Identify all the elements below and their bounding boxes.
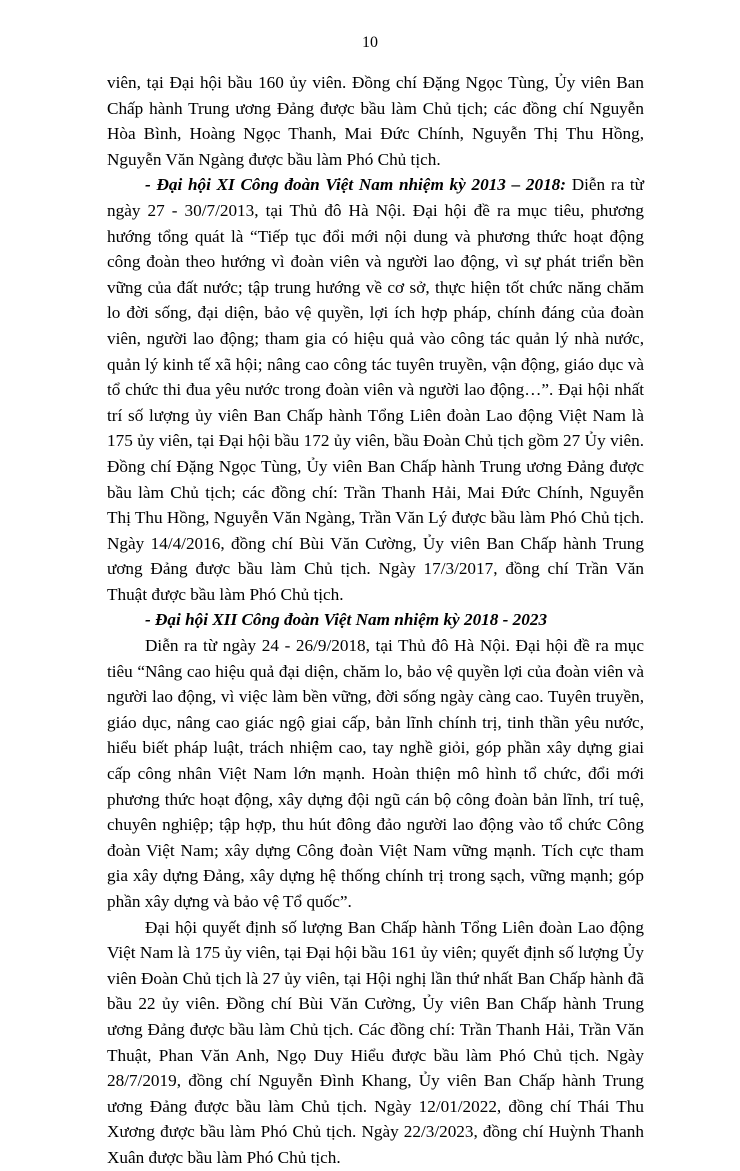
congress-xi-body: Diễn ra từ ngày 27 - 30/7/2013, tại Thủ đô Hà Nội. Đại hội đề ra mục tiêu, phương hướng tổng quát là “Tiếp tục đổi mới nội dung và phương thức hoạt động công đoàn theo hướng vì đoàn viên và người lao động, vì sự phát triển bền vững của đất nước; tập trung hướng về cơ sở, thực hiện tốt chức năng chăm lo đời sống, đại diện, bảo vệ quyền, lợi ích hợp pháp, chính đáng của đoàn viên, người lao động; tham gia có hiệu quả vào công tác quản lý nhà nước, quản lý kinh tế xã hội; nâng cao công tác tuyên truyền, vận động, giáo dục và tổ chức thi đua yêu nước trong đoàn viên và người lao động…”. Đại hội nhất trí số lượng ủy viên Ban Chấp hành Tổng Liên đoàn Lao động Việt Nam là 175 ủy viên, tại Đại hội bầu 172 ủy viên, bầu Đoàn Chủ tịch gồm 27 Ủy viên. Đồng chí Đặng Ngọc Tùng, Ủy viên Ban Chấp hành Trung ương Đảng được bầu làm Chủ tịch; các đồng chí: Trần Thanh Hải, Mai Đức Chính, Nguyễn Thị Thu Hồng, Nguyễn Văn Ngàng, Trần Văn Lý được bầu làm Phó Chủ tịch. Ngày 14/4/2016, đồng chí Bùi Văn Cường, Ủy viên Ban Chấp hành Trung ương Đảng được bầu làm Chủ tịch. Ngày 17/3/2017, đồng chí Trần Văn Thuật được bầu làm Phó Chủ tịch.: [107, 175, 645, 604]
paragraph-congress-xii-goals: Diễn ra từ ngày 24 - 26/9/2018, tại Thủ đô Hà Nội. Đại hội đề ra mục tiêu “Nâng cao hiệu quả đại diện, chăm lo, bảo vệ quyền lợi của đoàn viên và người lao động, vì việc làm bền vững, đời sống ngày càng cao. Tuyên truyền, giáo dục, nâng cao giác ngộ giai cấp, bản lĩnh chính trị, tinh thần yêu nước, hiểu biết pháp luật, trách nhiệm cao, tay nghề giỏi, góp phần xây dựng giai cấp công nhân Việt Nam lớn mạnh. Hoàn thiện mô hình tổ chức, đổi mới phương thức hoạt động, xây dựng đội ngũ cán bộ công đoàn bản lĩnh, trí tuệ, chuyên nghiệp; tập hợp, thu hút đông đảo người lao động vào tổ chức Công đoàn Việt Nam; xây dựng Công đoàn Việt Nam vững mạnh. Tích cực tham gia xây dựng Đảng, xây dựng hệ thống chính trị trong sạch, vững mạnh; góp phần xây dựng và bảo vệ Tổ quốc”.: [107, 636, 644, 911]
paragraph-continuation: viên, tại Đại hội bầu 160 ủy viên. Đồng chí Đặng Ngọc Tùng, Ủy viên Ban Chấp hành Trung ương Đảng được bầu làm Chủ tịch; các đồng chí Nguyễn Hòa Bình, Hoàng Ngọc Thanh, Mai Đức Chính, Nguyễn Thị Thu Hồng, Nguyễn Văn Ngàng được bầu làm Phó Chủ tịch.: [107, 73, 644, 169]
congress-xi-heading: - Đại hội XI Công đoàn Việt Nam nhiệm kỳ 2013 – 2018:: [145, 175, 566, 195]
document-body: [107, 70, 644, 1171]
paragraph-congress-xi: [107, 172, 644, 607]
congress-xii-heading: - Đại hội XII Công đoàn Việt Nam nhiệm kỳ 2018 - 2023: [145, 610, 548, 630]
page-number: 10: [362, 34, 378, 51]
paragraph-congress-xii-elections: Đại hội quyết định số lượng Ban Chấp hành Tổng Liên đoàn Lao động Việt Nam là 175 ủy viên, tại Đại hội bầu 161 ủy viên; quyết định số lượng Ủy viên Đoàn Chủ tịch là 27 ủy viên, tại Hội nghị lần thứ nhất Ban Chấp hành đã bầu 22 ủy viên. Đồng chí Bùi Văn Cường, Ủy viên Ban Chấp hành Trung ương Đảng được bầu làm Chủ tịch. Các đồng chí: Trần Thanh Hải, Trần Văn Thuật, Phan Văn Anh, Ngọ Duy Hiểu được bầu làm Phó Chủ tịch. Ngày 28/7/2019, đồng chí Nguyễn Đình Khang, Ủy viên Ban Chấp hành Trung ương Đảng được bầu làm Chủ tịch. Ngày 12/01/2022, đồng chí Thái Thu Xương được bầu làm Phó Chủ tịch. Ngày 22/3/2023, đồng chí Huỳnh Thanh Xuân được bầu làm Phó Chủ tịch.: [107, 917, 644, 1167]
